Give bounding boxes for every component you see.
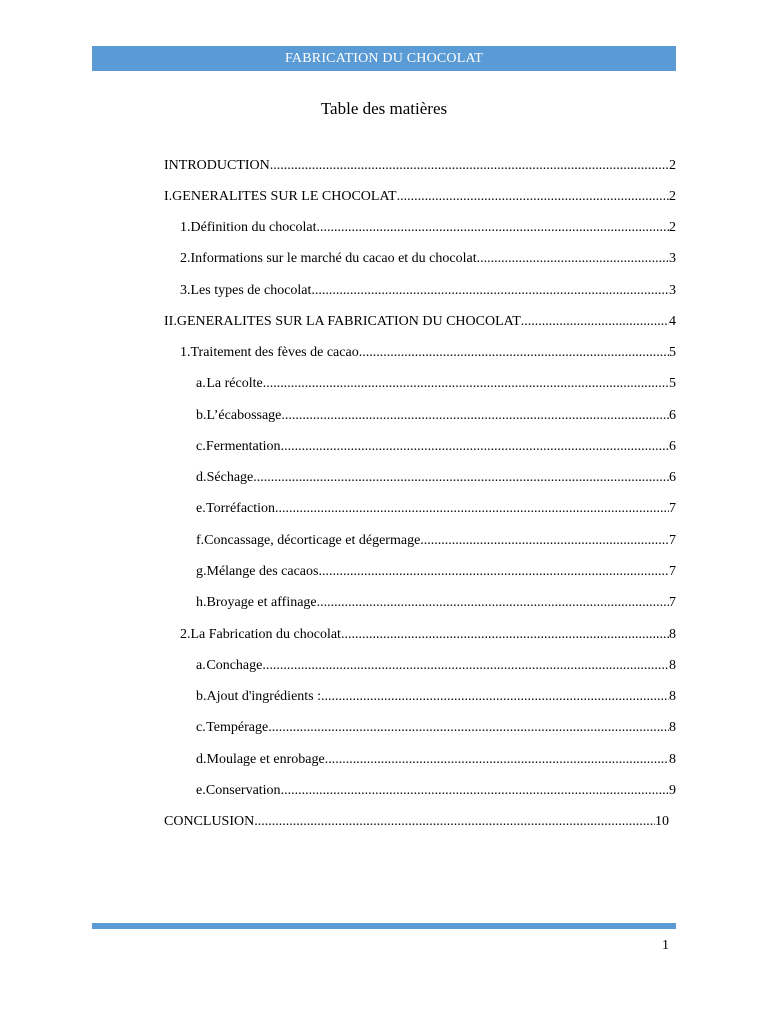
toc-dot-leader bbox=[318, 562, 669, 582]
toc-entry[interactable] bbox=[164, 812, 669, 832]
toc-dot-leader bbox=[341, 625, 669, 645]
toc-dot-leader bbox=[321, 687, 669, 707]
toc-dot-leader bbox=[263, 374, 669, 394]
toc-entry-number: e. bbox=[196, 783, 206, 798]
toc-entry[interactable] bbox=[196, 468, 676, 488]
toc-dot-leader bbox=[281, 406, 669, 426]
toc-entry-number: 1. bbox=[180, 220, 191, 235]
toc-entry[interactable] bbox=[196, 406, 676, 426]
toc-entry-text: Traitement des fèves de cacao bbox=[190, 345, 359, 360]
toc-entry-number: d. bbox=[196, 470, 207, 485]
toc-entry[interactable] bbox=[196, 593, 676, 613]
toc-entry[interactable] bbox=[196, 656, 676, 676]
toc-dot-leader bbox=[316, 218, 669, 238]
toc-dot-leader bbox=[270, 156, 669, 176]
toc-entry-number: 3. bbox=[180, 283, 191, 298]
toc-entry[interactable] bbox=[196, 374, 676, 394]
toc-dot-leader bbox=[311, 281, 669, 301]
toc-entry[interactable] bbox=[180, 218, 676, 238]
toc-dot-leader bbox=[359, 343, 669, 363]
toc-entry[interactable] bbox=[196, 687, 676, 707]
toc-entry-page: 7 bbox=[669, 533, 676, 548]
toc-entry-number: b. bbox=[196, 408, 207, 423]
toc-entry[interactable] bbox=[196, 750, 676, 770]
toc-entry-text: Torréfaction bbox=[206, 501, 276, 516]
toc-entry-number: g. bbox=[196, 564, 207, 579]
toc-entry[interactable] bbox=[196, 437, 676, 457]
toc-entry-number: f. bbox=[196, 533, 205, 548]
toc-entry-page: 6 bbox=[669, 408, 676, 423]
toc-entry-page: 4 bbox=[669, 314, 676, 329]
footer-rule bbox=[92, 923, 676, 929]
toc-entry-page: 2 bbox=[669, 189, 676, 204]
toc-entry-page: 5 bbox=[669, 376, 676, 391]
toc-dot-leader bbox=[268, 718, 669, 738]
toc-entry-page: 6 bbox=[669, 439, 676, 454]
toc-entry-number: c. bbox=[196, 439, 206, 454]
toc-entry[interactable] bbox=[196, 781, 676, 801]
toc-entry-number: a. bbox=[196, 376, 206, 391]
toc-entry-page: 2 bbox=[669, 158, 676, 173]
toc-entry-text: Moulage et enrobage bbox=[206, 752, 325, 767]
toc-entry-number: I. bbox=[164, 189, 173, 204]
toc-entry-number: d. bbox=[196, 752, 207, 767]
toc-entry[interactable] bbox=[180, 625, 676, 645]
toc-entry-text: Tempérage bbox=[206, 720, 269, 735]
toc-entry[interactable] bbox=[196, 718, 676, 738]
toc-dot-leader bbox=[262, 656, 669, 676]
toc-entry-text: GENERALITES SUR LE CHOCOLAT bbox=[172, 189, 397, 204]
toc-entry-page: 10 bbox=[655, 814, 669, 829]
toc-entry-number: 2. bbox=[180, 251, 191, 266]
toc-entry-number: c. bbox=[196, 720, 206, 735]
toc-entry[interactable] bbox=[196, 562, 676, 582]
toc-entry-page: 8 bbox=[669, 658, 676, 673]
toc-entry-text: L’écabossage bbox=[206, 408, 282, 423]
toc-entry-number: e. bbox=[196, 501, 206, 516]
toc-entry-page: 5 bbox=[669, 345, 676, 360]
toc-dot-leader bbox=[521, 312, 669, 332]
toc-entry[interactable] bbox=[196, 499, 676, 519]
toc-entry-number: 1. bbox=[180, 345, 191, 360]
toc-dot-leader bbox=[275, 499, 669, 519]
toc-entry-number: a. bbox=[196, 658, 206, 673]
toc-entry-text: La Fabrication du chocolat bbox=[190, 627, 341, 642]
toc-entry-text: Mélange des cacaos bbox=[206, 564, 319, 579]
toc-entry-number: II. bbox=[164, 314, 177, 329]
toc-entry-text: Définition du chocolat bbox=[190, 220, 317, 235]
toc-entry-text: Fermentation bbox=[205, 439, 281, 454]
toc-entry[interactable] bbox=[164, 156, 676, 176]
toc-entry[interactable] bbox=[164, 187, 676, 207]
toc-dot-leader bbox=[317, 593, 669, 613]
header-title: FABRICATION DU CHOCOLAT bbox=[284, 51, 484, 66]
toc-entry-page: 2 bbox=[669, 220, 676, 235]
toc-entry-text: Les types de chocolat bbox=[190, 283, 312, 298]
toc-entry-page: 3 bbox=[669, 283, 676, 298]
toc-dot-leader bbox=[253, 468, 669, 488]
toc-entry-text: INTRODUCTION bbox=[164, 158, 270, 173]
toc-dot-leader bbox=[254, 812, 655, 832]
toc-entry-number: h. bbox=[196, 595, 207, 610]
toc-entry-text: Séchage bbox=[206, 470, 254, 485]
toc-dot-leader bbox=[477, 249, 669, 269]
toc-entry[interactable] bbox=[164, 312, 676, 332]
toc-entry-text: CONCLUSION bbox=[164, 814, 255, 829]
toc-entry[interactable] bbox=[196, 531, 676, 551]
toc-entry-text: Ajout d'ingrédients : bbox=[206, 689, 322, 704]
toc-entry-text: Informations sur le marché du cacao et du chocolat bbox=[190, 251, 477, 266]
toc-entry-page: 8 bbox=[669, 752, 676, 767]
toc-entry-page: 7 bbox=[669, 595, 676, 610]
toc-entry-page: 8 bbox=[669, 720, 676, 735]
page-number: 1 bbox=[662, 938, 669, 953]
toc-entry-page: 6 bbox=[669, 470, 676, 485]
toc-dot-leader bbox=[397, 187, 669, 207]
toc-dot-leader bbox=[281, 437, 669, 457]
toc-entry-page: 8 bbox=[669, 627, 676, 642]
toc-entry-page: 8 bbox=[669, 689, 676, 704]
toc-entry-page: 7 bbox=[669, 501, 676, 516]
toc-entry-text: Conservation bbox=[205, 783, 281, 798]
toc-entry-page: 7 bbox=[669, 564, 676, 579]
toc-entry[interactable] bbox=[180, 249, 676, 269]
toc-entry-text: Concassage, décorticage et dégermage bbox=[204, 533, 421, 548]
toc-dot-leader bbox=[325, 750, 669, 770]
toc-entry-number: b. bbox=[196, 689, 207, 704]
toc-entry-text: GENERALITES SUR LA FABRICATION DU CHOCOLAT bbox=[176, 314, 521, 329]
toc-entry[interactable] bbox=[180, 281, 676, 301]
toc-entry[interactable] bbox=[180, 343, 676, 363]
toc-entry-text: Conchage bbox=[206, 658, 263, 673]
toc-dot-leader bbox=[420, 531, 669, 551]
toc-entry-page: 3 bbox=[669, 251, 676, 266]
toc-entry-number: 2. bbox=[180, 627, 191, 642]
toc-entry-text: La récolte bbox=[206, 376, 263, 391]
toc-dot-leader bbox=[281, 781, 669, 801]
toc-entry-text: Broyage et affinage bbox=[206, 595, 317, 610]
toc-entry-page: 9 bbox=[669, 783, 676, 798]
toc-title: Table des matières bbox=[320, 99, 448, 118]
